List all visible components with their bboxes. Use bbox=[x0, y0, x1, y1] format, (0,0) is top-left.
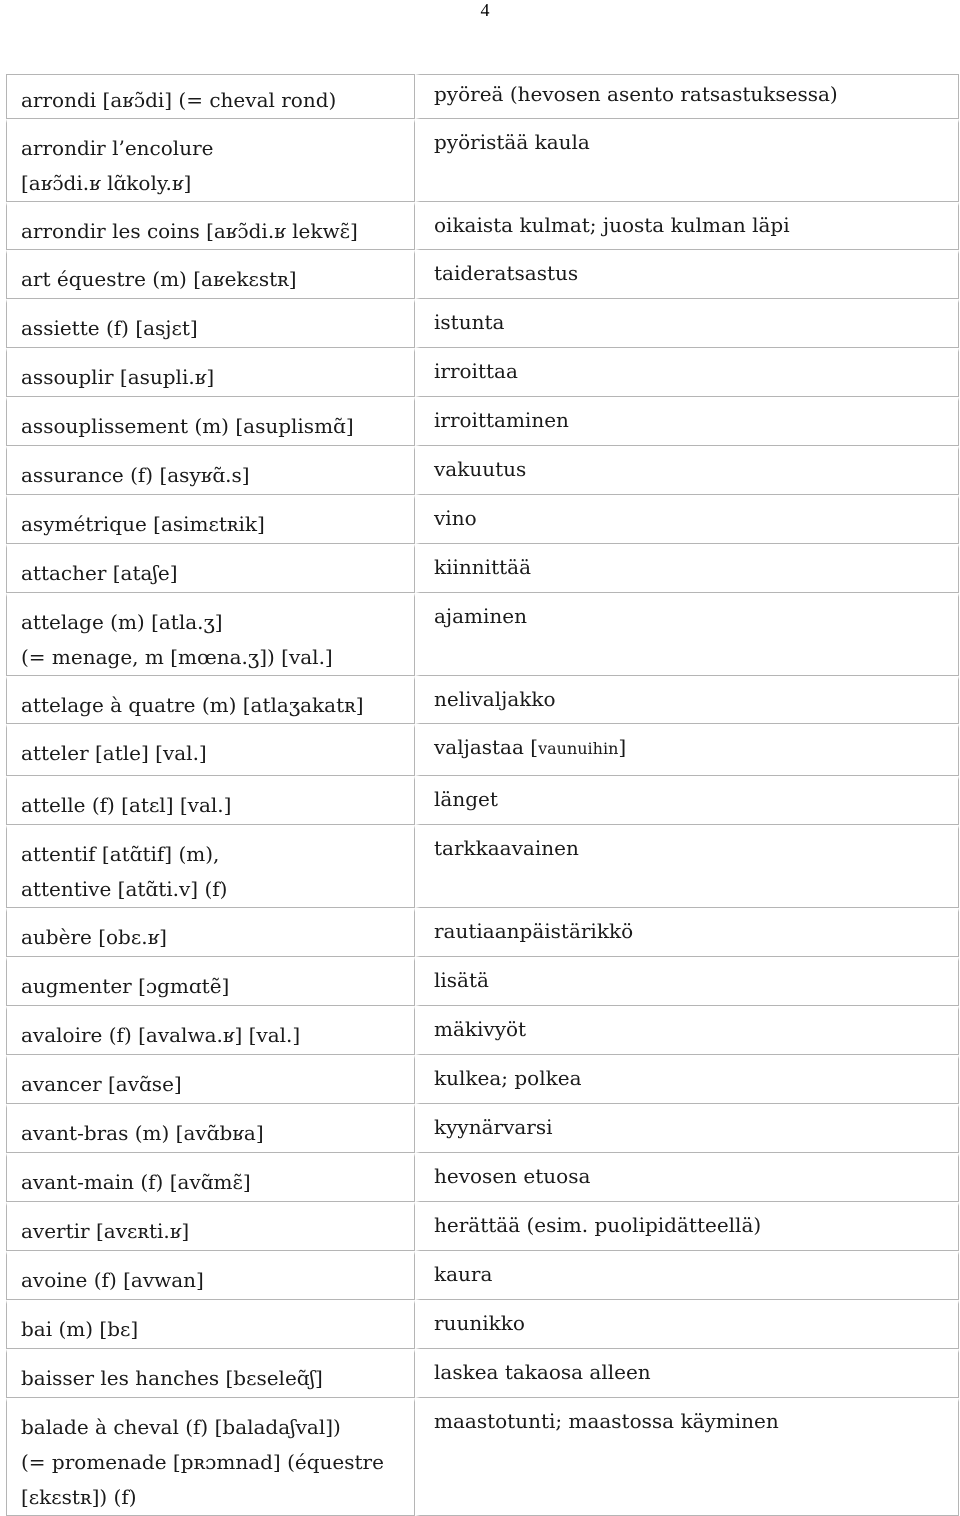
finnish-translation-cell bbox=[415, 1349, 959, 1398]
french-term-cell bbox=[6, 1104, 415, 1153]
dictionary-row bbox=[6, 1055, 959, 1104]
finnish-translation: pyöreä (hevosen asento ratsastuksessa) bbox=[434, 82, 838, 106]
french-term-cell bbox=[6, 1300, 415, 1349]
french-term-cell bbox=[6, 544, 415, 593]
french-term-line: assouplissement (m) [asuplismɑ̃] bbox=[21, 414, 354, 438]
dictionary-row bbox=[6, 776, 959, 825]
french-term-line: arrondi [aʁɔ̃di] (= cheval rond) bbox=[21, 88, 337, 112]
french-term-line: atteler [atle] [val.] bbox=[21, 741, 207, 765]
french-term-line: aubère [obɛ.ʁ] bbox=[21, 925, 167, 949]
dictionary-row bbox=[6, 1349, 959, 1398]
finnish-translation-cell bbox=[415, 1153, 959, 1202]
french-term-line: attacher [ataʃe] bbox=[21, 561, 178, 585]
french-term-line: avant-bras (m) [avɑ̃bʁa] bbox=[21, 1121, 264, 1145]
french-term-line: attelle (f) [atɛl] [val.] bbox=[21, 793, 232, 817]
french-term-cell bbox=[6, 1398, 415, 1516]
french-term-cell bbox=[6, 250, 415, 299]
dictionary-table-body bbox=[6, 74, 959, 1516]
finnish-translation: oikaista kulmat; juosta kulman läpi bbox=[434, 213, 790, 237]
finnish-translation-cell bbox=[415, 1398, 959, 1516]
french-term-line: avant-main (f) [avɑ̃mɛ̃] bbox=[21, 1170, 251, 1194]
french-term-cell bbox=[6, 348, 415, 397]
finnish-translation: herättää (esim. puolipidätteellä) bbox=[434, 1213, 762, 1237]
dictionary-row bbox=[6, 1251, 959, 1300]
finnish-translation: mäkivyöt bbox=[434, 1017, 527, 1041]
french-term-line: assiette (f) [asjɛt] bbox=[21, 316, 198, 340]
french-term-cell bbox=[6, 1153, 415, 1202]
finnish-translation-cell bbox=[415, 1055, 959, 1104]
french-term-cell bbox=[6, 593, 415, 676]
french-term-line: avancer [avɑ̃se] bbox=[21, 1072, 182, 1096]
finnish-translation-bracket: ] bbox=[618, 735, 627, 759]
finnish-translation-cell bbox=[415, 1104, 959, 1153]
dictionary-row bbox=[6, 1153, 959, 1202]
finnish-translation-cell bbox=[415, 250, 959, 299]
french-term-cell bbox=[6, 1251, 415, 1300]
french-term-cell bbox=[6, 299, 415, 348]
french-term-line: [ɛkɛstʀ]) (f) bbox=[21, 1485, 137, 1509]
finnish-translation-cell bbox=[415, 776, 959, 825]
page-number: 4 bbox=[480, 0, 490, 20]
finnish-translation: valjastaa [ bbox=[434, 735, 539, 759]
french-term-line: [aʁɔ̃di.ʁ lɑ̃koly.ʁ] bbox=[21, 171, 192, 195]
french-term-cell bbox=[6, 1202, 415, 1251]
finnish-translation-cell bbox=[415, 908, 959, 957]
finnish-translation-cell bbox=[415, 348, 959, 397]
french-term-line: arrondir l’encolure bbox=[21, 136, 214, 160]
finnish-translation: kiinnittää bbox=[434, 555, 531, 579]
french-term-line: (= menage, m [mœna.ʒ]) [val.] bbox=[21, 645, 333, 669]
finnish-translation: kulkea; polkea bbox=[434, 1066, 582, 1090]
dictionary-row bbox=[6, 250, 959, 299]
french-term-line: attelage à quatre (m) [atlaʒakatʀ] bbox=[21, 693, 364, 717]
finnish-translation-cell bbox=[415, 495, 959, 544]
finnish-translation-cell bbox=[415, 825, 959, 908]
dictionary-row bbox=[6, 1202, 959, 1251]
french-term-line: baisser les hanches [bɛseleɑ̃ʃ] bbox=[21, 1366, 323, 1390]
french-term-cell bbox=[6, 119, 415, 202]
finnish-translation: maastotunti; maastossa käyminen bbox=[434, 1409, 779, 1433]
finnish-translation: vino bbox=[434, 506, 477, 530]
finnish-translation-cell bbox=[415, 299, 959, 348]
dictionary-row bbox=[6, 1006, 959, 1055]
french-term-line: arrondir les coins [aʁɔ̃di.ʁ lekwɛ̃] bbox=[21, 219, 358, 243]
dictionary-row bbox=[6, 593, 959, 676]
finnish-translation-cell bbox=[415, 957, 959, 1006]
french-term-cell bbox=[6, 495, 415, 544]
french-term-line: attentif [atɑ̃tif] (m), bbox=[21, 842, 220, 866]
finnish-translation-cell bbox=[415, 74, 959, 119]
french-term-cell bbox=[6, 908, 415, 957]
finnish-translation: länget bbox=[434, 787, 498, 811]
finnish-translation: kaura bbox=[434, 1262, 493, 1286]
finnish-translation: irroittaa bbox=[434, 359, 518, 383]
dictionary-row bbox=[6, 446, 959, 495]
finnish-translation-note: vaunuihin bbox=[538, 739, 619, 758]
finnish-translation-cell bbox=[415, 724, 959, 776]
dictionary-row bbox=[6, 1300, 959, 1349]
french-term-line: avoine (f) [avwan] bbox=[21, 1268, 204, 1292]
french-term-cell bbox=[6, 776, 415, 825]
french-term-cell bbox=[6, 74, 415, 119]
french-term-cell bbox=[6, 825, 415, 908]
finnish-translation-cell bbox=[415, 1300, 959, 1349]
finnish-translation-cell bbox=[415, 593, 959, 676]
finnish-translation-cell bbox=[415, 119, 959, 202]
dictionary-row bbox=[6, 202, 959, 250]
finnish-translation: ajaminen bbox=[434, 604, 528, 628]
french-term-cell bbox=[6, 397, 415, 446]
finnish-translation: tarkkaavainen bbox=[434, 836, 579, 860]
dictionary-row bbox=[6, 957, 959, 1006]
french-term-line: assurance (f) [asyʁɑ̃.s] bbox=[21, 463, 250, 487]
french-term-line: augmenter [ɔgmɑtẽ] bbox=[21, 974, 230, 998]
finnish-translation-cell bbox=[415, 1251, 959, 1300]
french-term-cell bbox=[6, 202, 415, 250]
finnish-translation-cell bbox=[415, 676, 959, 724]
finnish-translation: hevosen etuosa bbox=[434, 1164, 591, 1188]
french-term-cell bbox=[6, 1349, 415, 1398]
dictionary-row bbox=[6, 1398, 959, 1516]
finnish-translation: vakuutus bbox=[434, 457, 527, 481]
finnish-translation: rautiaanpäistärikkö bbox=[434, 919, 634, 943]
french-term-cell bbox=[6, 1055, 415, 1104]
dictionary-row bbox=[6, 495, 959, 544]
finnish-translation: lisätä bbox=[434, 968, 489, 992]
finnish-translation: nelivaljakko bbox=[434, 687, 556, 711]
finnish-translation-cell bbox=[415, 1202, 959, 1251]
dictionary-row bbox=[6, 544, 959, 593]
finnish-translation: ruunikko bbox=[434, 1311, 525, 1335]
finnish-translation-cell bbox=[415, 544, 959, 593]
dictionary-row bbox=[6, 119, 959, 202]
dictionary-row bbox=[6, 724, 959, 776]
french-term-cell bbox=[6, 676, 415, 724]
french-term-line: avertir [avɛʀti.ʁ] bbox=[21, 1219, 190, 1243]
french-term-line: assouplir [asupli.ʁ] bbox=[21, 365, 215, 389]
finnish-translation-cell bbox=[415, 1006, 959, 1055]
dictionary-row bbox=[6, 908, 959, 957]
french-term-line: attelage (m) [atla.ʒ] bbox=[21, 610, 223, 634]
dictionary-table bbox=[6, 74, 959, 1516]
french-term-cell bbox=[6, 957, 415, 1006]
french-term-line: bai (m) [bɛ] bbox=[21, 1317, 139, 1341]
dictionary-row bbox=[6, 676, 959, 724]
finnish-translation: laskea takaosa alleen bbox=[434, 1360, 651, 1384]
finnish-translation: irroittaminen bbox=[434, 408, 569, 432]
french-term-line: asymétrique [asimɛtʀik] bbox=[21, 512, 265, 536]
finnish-translation-cell bbox=[415, 397, 959, 446]
dictionary-row bbox=[6, 1104, 959, 1153]
dictionary-row bbox=[6, 348, 959, 397]
french-term-line: (= promenade [pʀɔmnad] (équestre bbox=[21, 1450, 384, 1474]
french-term-cell bbox=[6, 724, 415, 776]
french-term-cell bbox=[6, 1006, 415, 1055]
finnish-translation: pyöristää kaula bbox=[434, 130, 590, 154]
finnish-translation: taideratsastus bbox=[434, 261, 579, 285]
french-term-cell bbox=[6, 446, 415, 495]
finnish-translation: kyynärvarsi bbox=[434, 1115, 553, 1139]
finnish-translation: istunta bbox=[434, 310, 505, 334]
french-term-line: attentive [atɑ̃ti.v] (f) bbox=[21, 877, 228, 901]
dictionary-row bbox=[6, 397, 959, 446]
french-term-line: avaloire (f) [avalwa.ʁ] [val.] bbox=[21, 1023, 301, 1047]
finnish-translation-cell bbox=[415, 446, 959, 495]
dictionary-row bbox=[6, 825, 959, 908]
french-term-line: balade à cheval (f) [baladaʃval]) bbox=[21, 1415, 341, 1439]
dictionary-row bbox=[6, 74, 959, 119]
finnish-translation-cell bbox=[415, 202, 959, 250]
french-term-line: art équestre (m) [aʁekɛstʀ] bbox=[21, 267, 297, 291]
dictionary-row bbox=[6, 299, 959, 348]
